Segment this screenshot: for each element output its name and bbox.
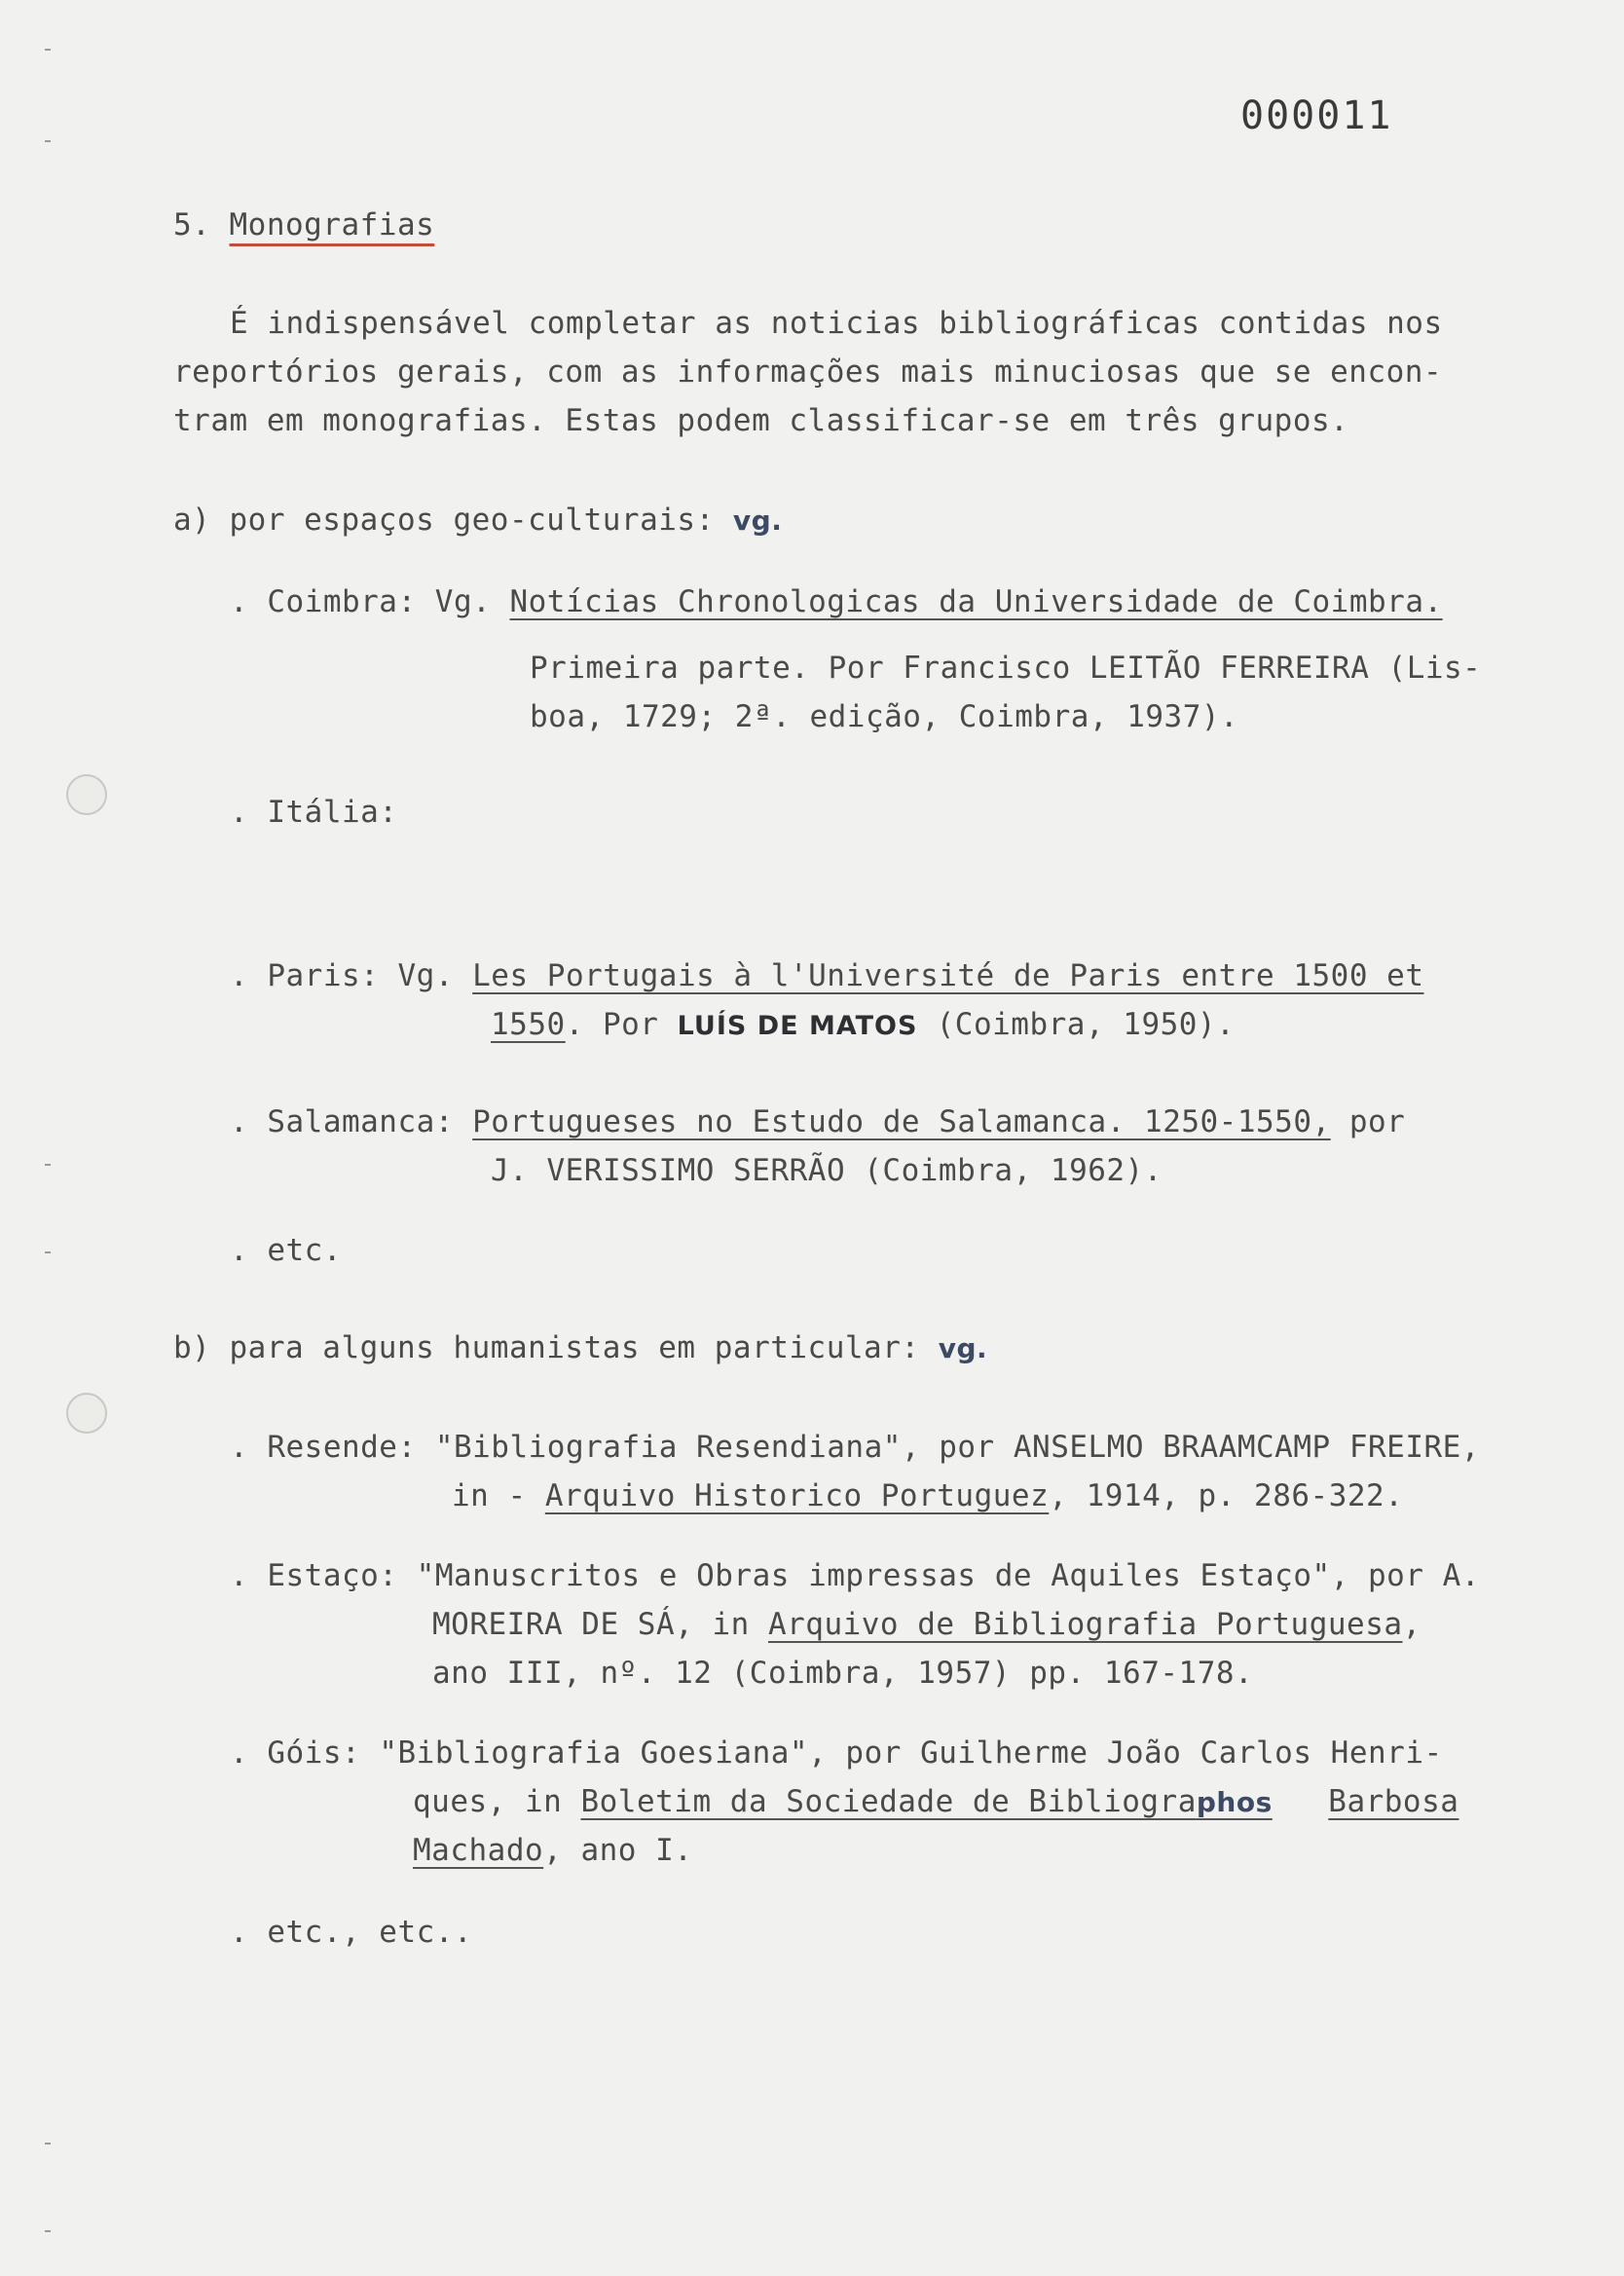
entry-by: . Por — [565, 1007, 659, 1042]
entry-coimbra — [230, 584, 1443, 619]
intro-line-2: reportórios gerais, com as informações mais minuciosas que se encon- — [173, 354, 1443, 390]
edge-mark — [45, 140, 51, 142]
handwritten-correction: phos — [1196, 1786, 1273, 1818]
entry-text: , — [1402, 1607, 1421, 1642]
entry-text: ques, in — [413, 1784, 581, 1819]
etc-b: . etc., etc.. — [230, 1915, 473, 1950]
entry-text: "Manuscritos e Obras impressas de Aquiles Estaço", por A. — [416, 1558, 1480, 1593]
entry-estaco-line-3: ano III, nº. 12 (Coimbra, 1957) pp. 167-178. — [432, 1656, 1254, 1691]
punch-hole — [66, 1393, 107, 1434]
edge-mark — [45, 1164, 51, 1166]
heading-title: Monografias — [229, 207, 435, 243]
edge-mark — [45, 2230, 51, 2232]
entry-title: Les Portugais à l'Université de Paris entre 1500 et — [472, 958, 1424, 993]
heading-number: 5. — [173, 207, 211, 243]
section-b-label — [173, 1330, 987, 1365]
entry-paris — [230, 958, 1423, 993]
entry-coimbra-line-2: Primeira parte. Por Francisco LEITÃO FERREIRA (Lis- — [530, 651, 1482, 686]
entry-por: por — [1348, 1104, 1406, 1139]
etc-a: . etc. — [230, 1233, 342, 1268]
entry-text: MOREIRA DE SÁ, in — [432, 1607, 768, 1642]
entry-paris-line-2 — [491, 1007, 1235, 1042]
section-a-label — [173, 503, 782, 538]
entry-text: "Bibliografia Goesiana", por Guilherme João Carlos Henri- — [379, 1735, 1443, 1771]
entry-label: . Coimbra: Vg. — [230, 584, 492, 619]
entry-salamanca-line-2: J. VERISSIMO SERRÃO (Coimbra, 1962). — [491, 1153, 1163, 1188]
entry-journal: Boletim da Sociedade de Bibliogra — [580, 1784, 1197, 1819]
intro-line-3: tram em monografias. Estas podem classificar-se em três grupos. — [173, 403, 1349, 438]
entry-label: . Estaço: — [230, 1558, 398, 1593]
edge-mark — [45, 2143, 51, 2145]
edge-mark — [45, 49, 51, 51]
entry-resende — [230, 1430, 1480, 1465]
entry-italia: . Itália: — [230, 795, 398, 830]
page-number: 000011 — [1240, 93, 1393, 138]
section-heading — [173, 207, 434, 243]
entry-journal: Arquivo Historico Portuguez — [544, 1478, 1050, 1513]
punch-hole — [66, 774, 107, 815]
entry-estaco-line-2 — [432, 1607, 1421, 1642]
section-a-text: a) por espaços geo-culturais: — [173, 503, 715, 538]
entry-journal: Arquivo de Bibliografia Portuguesa — [767, 1607, 1403, 1642]
entry-text: "Bibliografia Resendiana", por ANSELMO BRAAMCAMP FREIRE, — [434, 1430, 1480, 1465]
entry-tail: , ano I. — [543, 1833, 693, 1868]
entry-journal: Barbosa — [1328, 1784, 1459, 1819]
entry-gois-line-3 — [413, 1833, 692, 1868]
author-stamp: LUÍS DE MATOS — [677, 1011, 918, 1041]
handwritten-note: vg. — [938, 1332, 988, 1364]
intro-line-1: É indispensável completar as noticias bibliográficas contidas nos — [230, 306, 1443, 341]
entry-gois — [230, 1735, 1443, 1771]
entry-resende-line-2 — [452, 1478, 1403, 1513]
entry-title: Notícias Chronologicas da Universidade de Coimbra. — [509, 584, 1443, 619]
entry-coimbra-line-3: boa, 1729; 2ª. edição, Coimbra, 1937). — [530, 699, 1239, 734]
entry-label: . Salamanca: — [230, 1104, 454, 1139]
entry-gois-line-2 — [413, 1784, 1458, 1819]
entry-salamanca — [230, 1104, 1405, 1139]
entry-title-end: 1550 — [491, 1007, 566, 1042]
entry-title: Portugueses no Estudo de Salamanca. 1250-1550, — [472, 1104, 1331, 1139]
entry-tail: , 1914, p. 286-322. — [1049, 1478, 1404, 1513]
entry-tail: (Coimbra, 1950). — [936, 1007, 1236, 1042]
handwritten-note: vg. — [732, 504, 783, 537]
edge-mark — [45, 1251, 51, 1253]
entry-estaco — [230, 1558, 1480, 1593]
entry-journal: Machado — [413, 1833, 544, 1868]
entry-label: . Góis: — [230, 1735, 361, 1771]
entry-label: . Paris: Vg. — [230, 958, 454, 993]
section-b-text: b) para alguns humanistas em particular: — [173, 1330, 920, 1365]
entry-in: in - — [452, 1478, 545, 1513]
entry-label: . Resende: — [230, 1430, 417, 1465]
